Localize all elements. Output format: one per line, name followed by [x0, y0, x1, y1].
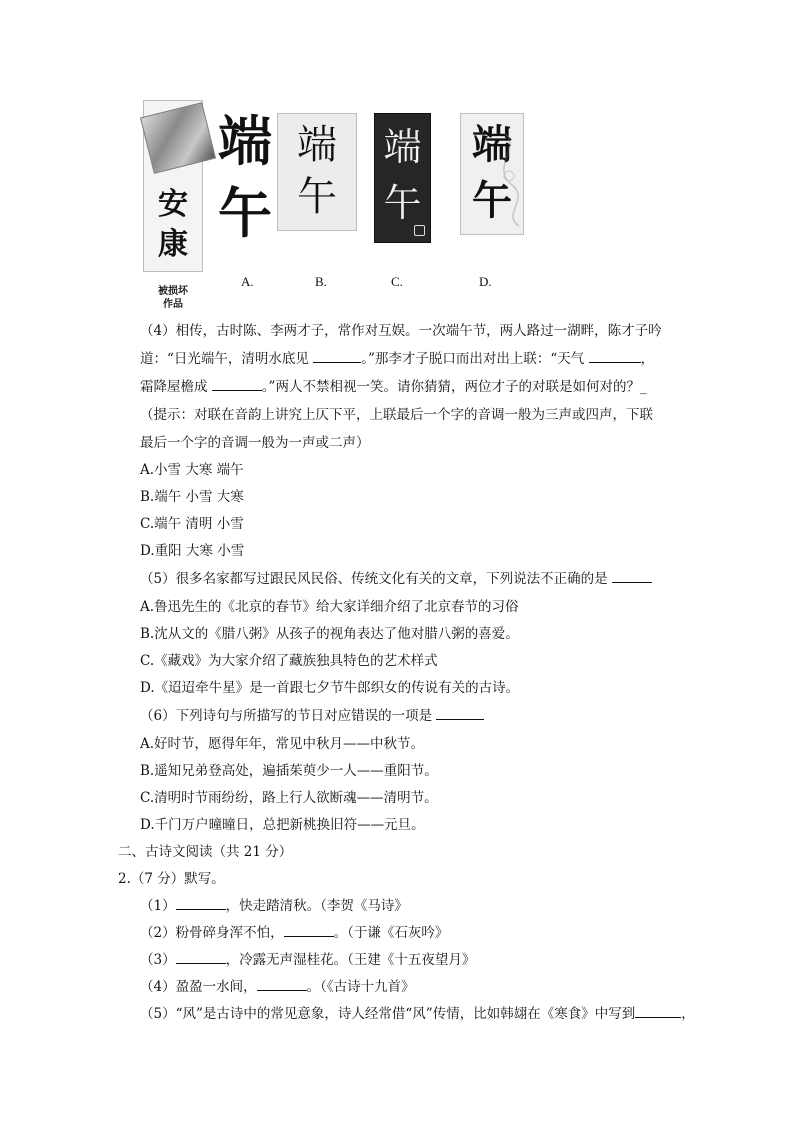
panel-d	[460, 113, 524, 235]
q4-blank-1[interactable]	[313, 350, 361, 363]
q5-option-b[interactable]: B.沈从文的《腊八粥》从孩子的视角表达了他对腊八粥的喜爱。	[140, 626, 519, 642]
q2-item-3	[140, 951, 475, 969]
q6-option-d[interactable]: D.千门万户曈曈日，总把新桃换旧符——元旦。	[140, 817, 425, 833]
floral-ornament	[461, 114, 525, 236]
panel-a-char-1: 端	[218, 109, 272, 173]
panel-b	[277, 113, 357, 231]
q2-blank-4[interactable]	[257, 978, 307, 991]
panel-c-char-2: 午	[383, 181, 422, 225]
panel-c	[374, 113, 431, 243]
q5-stem-text: （5）很多名家都写过跟民风民俗、传统文化有关的文章，下列说法不正确的是	[140, 571, 612, 587]
q2-stem: 2.（7 分）默写。	[118, 871, 225, 887]
label-a: A.	[241, 274, 254, 289]
q2-blank-1[interactable]	[176, 897, 226, 910]
q4-text-3a: 霜降屋檐成	[140, 379, 212, 395]
broken-calligraphy-panel	[143, 100, 203, 272]
q4-text-2a: 道：“日光端午，清明水底见	[140, 351, 314, 367]
q4-line-2	[140, 350, 654, 368]
label-d: D.	[479, 274, 492, 289]
section-2-title: 二、古诗文阅读（共 21 分）	[118, 844, 293, 860]
panel-d-char-1: 端	[472, 121, 512, 168]
broken-caption-line-2: 作品	[163, 299, 183, 310]
calligraphy-figure	[0, 0, 794, 320]
q5-option-a[interactable]: A.鲁迅先生的《北京的春节》给大家详细介绍了北京春节的习俗	[140, 599, 519, 615]
q4-text-3b: 。”两人不禁相视一笑。请你猜猜，两位才子的对联是如何对的？_	[261, 379, 647, 395]
q5-option-d[interactable]: D.《迢迢牵牛星》是一首跟七夕节牛郎织女的传说有关的古诗。	[140, 680, 520, 696]
q4-text-2b: 。”那李才子脱口而出对出上联：“天气	[361, 351, 589, 367]
q2-item-5-tail: ，	[681, 1006, 695, 1022]
q5-blank[interactable]	[612, 570, 652, 583]
q4-blank-2[interactable]	[589, 350, 641, 363]
q4-option-c[interactable]: C.端午 清明 小雪	[140, 516, 244, 532]
q4-line-3	[140, 378, 647, 396]
panel-c-char-1: 端	[383, 125, 422, 169]
q2-item-2-text: （2）粉骨碎身浑不怕，	[140, 925, 284, 941]
q6-stem	[140, 707, 484, 725]
broken-char-2: 康	[158, 227, 188, 262]
panel-b-char-1: 端	[297, 122, 337, 168]
q6-stem-text: （6）下列诗句与所描写的节日对应错误的一项是	[140, 708, 437, 724]
label-b: B.	[315, 274, 327, 289]
panel-a	[212, 108, 278, 258]
q2-item-5	[140, 1005, 695, 1023]
q2-blank-2[interactable]	[284, 924, 334, 937]
q6-option-a[interactable]: A.好时节，愿得年年，常见中秋月——中秋节。	[140, 736, 425, 752]
q4-option-b[interactable]: B.端午 小雪 大寒	[140, 489, 244, 505]
seal-stamp	[414, 225, 425, 236]
q2-item-3-text: ，冷露无声湿桂花。（王建《十五夜望月》	[225, 952, 476, 968]
q4-text-2c: ，	[640, 351, 655, 367]
q2-item-2	[140, 924, 448, 942]
q2-item-1-num: （1）	[140, 898, 176, 914]
q2-item-3-num: （3）	[140, 952, 176, 968]
q4-text-4: （提示：对联在音韵上讲究上仄下平，上联最后一个字的音调一般为三声或四声，下联	[140, 407, 653, 423]
q2-item-4-text: （4）盈盈一水间，	[140, 979, 257, 995]
torn-corner-image	[140, 102, 216, 174]
q4-line-4	[140, 406, 653, 424]
q4-line-5	[140, 434, 370, 452]
q2-item-2-tail: 。（于谦《石灰吟》	[333, 925, 449, 941]
q2-blank-3[interactable]	[176, 951, 226, 964]
label-c: C.	[391, 274, 403, 289]
q2-item-1	[140, 897, 408, 915]
q6-blank[interactable]	[436, 707, 484, 720]
broken-caption	[143, 285, 203, 311]
q2-item-5-text: （5）“风”是古诗中的常见意象，诗人经常借“风”传情，比如韩翃在《寒食》中写到	[140, 1006, 636, 1022]
q2-item-4-tail: 。（《古诗十九首》	[306, 979, 415, 995]
q4-option-a[interactable]: A.小雪 大寒 端午	[140, 462, 244, 478]
q4-text-1: （4）相传，古时陈、李两才子，常作对互娱。一次端午节，两人路过一湖畔，陈才子吟	[140, 323, 662, 339]
q5-option-c[interactable]: C.《藏戏》为大家介绍了藏族独具特色的艺术样式	[140, 653, 438, 669]
q2-item-1-text: ，快走踏清秋。（李贺《马诗》	[225, 898, 408, 914]
q5-stem	[140, 570, 652, 588]
q2-blank-5[interactable]	[635, 1005, 681, 1018]
q4-line-1	[140, 322, 662, 340]
q2-item-4	[140, 978, 415, 996]
q4-option-d[interactable]: D.重阳 大寒 小雪	[140, 543, 245, 559]
broken-char-1: 安	[158, 187, 188, 222]
panel-b-char-2: 午	[297, 174, 337, 220]
broken-caption-line-1: 被损坏	[158, 286, 188, 297]
panel-a-char-2: 午	[218, 181, 272, 245]
q6-option-c[interactable]: C.清明时节雨纷纷，路上行人欲断魂——清明节。	[140, 790, 438, 806]
q6-option-b[interactable]: B.遥知兄弟登高处，遍插茱萸少一人——重阳节。	[140, 763, 438, 779]
q4-blank-3[interactable]	[212, 378, 262, 391]
panel-d-char-2: 午	[472, 177, 512, 224]
q4-text-5: 最后一个字的音调一般为一声或二声）	[140, 435, 370, 451]
